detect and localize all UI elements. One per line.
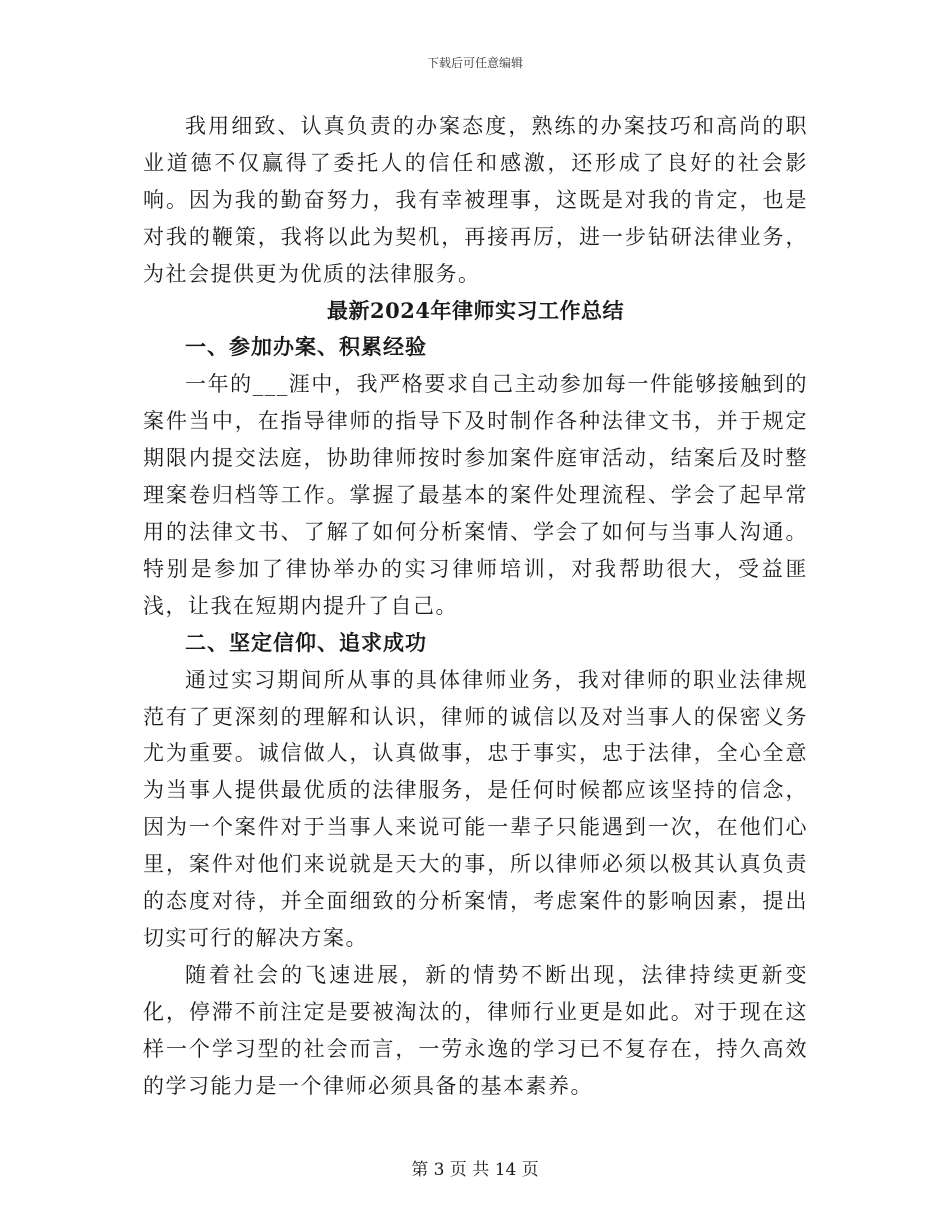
section-2-paragraph-2: 随着社会的飞速进展，新的情势不断出现，法律持续更新变化，停滞不前注定是要被淘汰的，律师行业更是如此。对于现在这样一个学习型的社会而言，一劳永逸的学习已不复存在，持久高效的学习能力是一个律师必须具备的基本素养。 <box>143 962 808 1098</box>
section-1-paragraph-1: 一年的___涯中，我严格要求自己主动参加每一件能够接触到的案件当中，在指导律师的指导下及时制作各种法律文书，并于规定期限内提交法庭，协助律师按时参加案件庭审活动，结案后及时整理案卷归档等工作。掌握了最基本的案件处理流程、学会了起早常用的法律文书、了解了如何分析案情、学会了如何与当事人沟通。特别是参加了律协举办的实习律师培训，对我帮助很大，受益匪浅，让我在短期内提升了自己。 <box>143 372 808 618</box>
page-number-footer: 第 3 页 共 14 页 <box>411 1160 539 1180</box>
header-note: 下载后可任意编辑 <box>426 56 523 70</box>
document-body <box>143 108 808 1104</box>
section-heading-1: 一、参加办案、积累经验 <box>185 334 427 360</box>
document-title: 最新2024年律师实习工作总结 <box>327 297 624 323</box>
intro-paragraph: 我用细致、认真负责的办案态度，熟练的办案技巧和高尚的职业道德不仅赢得了委托人的信任和感激，还形成了良好的社会影响。因为我的勤奋努力，我有幸被理事，这既是对我的肯定，也是对我的鞭策，我将以此为契机，再接再厉，进一步钻研法律业务，为社会提供更为优质的法律服务。 <box>143 114 808 286</box>
section-2-paragraph-1: 通过实习期间所从事的具体律师业务，我对律师的职业法律规范有了更深刻的理解和认识，律师的诚信以及对当事人的保密义务尤为重要。诚信做人，认真做事，忠于事实，忠于法律，全心全意为当事人提供最优质的法律服务，是任何时候都应该坚持的信念，因为一个案件对于当事人来说可能一辈子只能遇到一次，在他们心里，案件对他们来说就是天大的事，所以律师必须以极其认真负责的态度对待，并全面细致的分析案情，考虑案件的影响因素，提出切实可行的解决方案。 <box>143 667 808 950</box>
section-heading-2: 二、坚定信仰、追求成功 <box>185 629 427 655</box>
